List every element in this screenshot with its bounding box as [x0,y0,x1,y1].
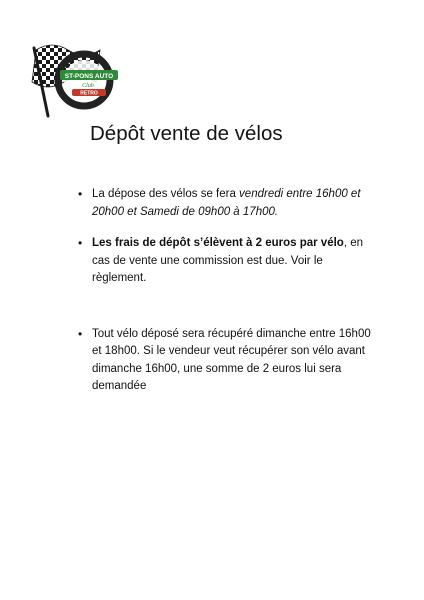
club-logo [22,36,120,118]
logo-text-bottom: RETRO [80,90,98,97]
page-title: Dépôt vente de vélos [90,122,283,145]
logo-text-script: Club [82,83,94,89]
fees-commission: , en cas de vente une commission est due. Voir le règlement. [92,237,364,284]
info-list [76,186,376,396]
pickup-text: Tout vélo déposé sera récupéré dimanche entre 16h00 et 18h00. Si le vendeur veut récupérer son vélo avant dimanche 16h00, une somme de 2 euros lui sera demandée [92,327,371,392]
checkered-flag-tire-icon [22,36,120,118]
dropoff-times: vendredi entre 16h00 et 20h00 et Samedi de 09h00 à 17h00. [92,188,361,218]
list-item-pickup [76,326,376,396]
dropoff-text: La dépose des vélos se fera [92,188,240,200]
fees-text: Les frais de dépôt s’élèvent à 2 euros par vélo [92,237,344,249]
logo-text-top: ST-PONS AUTO [64,73,114,80]
list-item-fees [76,235,376,288]
list-item-dropoff [76,186,376,221]
